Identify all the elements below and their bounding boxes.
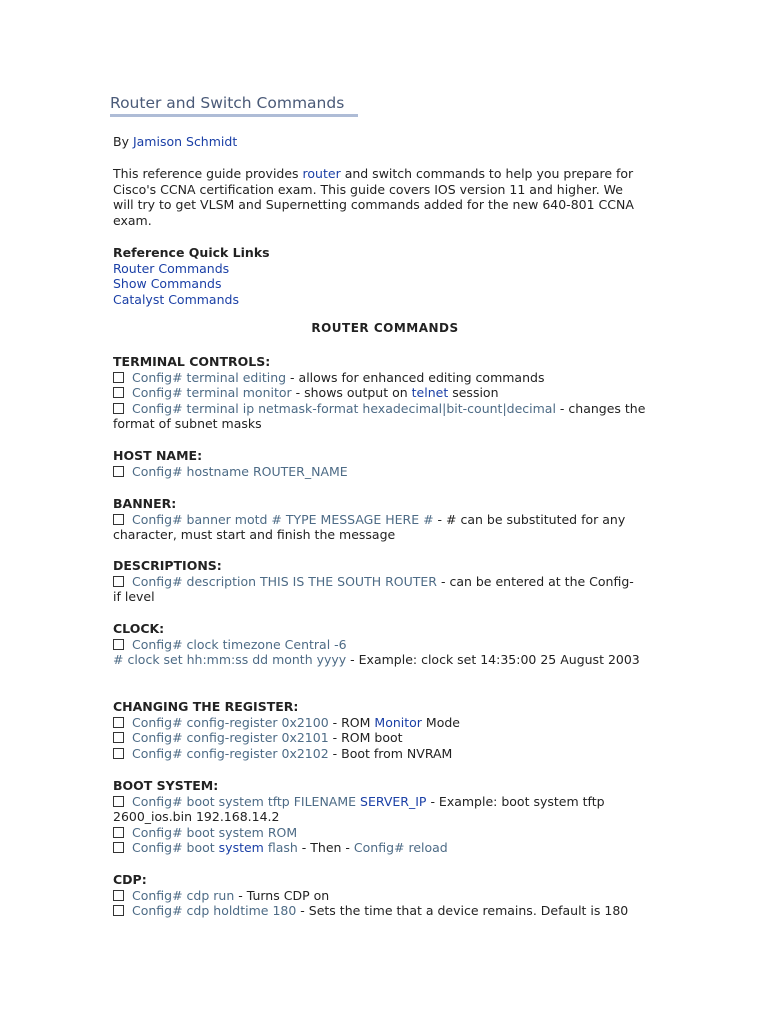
checkbox-icon	[113, 466, 124, 477]
section-heading: HOST NAME:	[113, 448, 203, 463]
quick-links	[113, 245, 661, 307]
section-heading: DESCRIPTIONS:	[113, 558, 222, 573]
checkbox-icon	[113, 639, 124, 650]
section-heading: BANNER:	[113, 496, 177, 511]
checkbox-icon	[113, 905, 124, 916]
checkbox-icon	[113, 890, 124, 901]
server-ip-link[interactable]: SERVER_IP	[360, 793, 427, 809]
router-commands-link[interactable]: Router Commands	[113, 260, 230, 276]
checkbox-icon	[113, 827, 124, 838]
section-heading: BOOT SYSTEM:	[113, 778, 219, 793]
monitor-link[interactable]: Monitor	[374, 714, 422, 730]
quick-links-heading: Reference Quick Links	[113, 245, 270, 260]
intro-paragraph: This reference guide provides router and switch commands to help you prepare for Cisco's CCNA certification exam. This guide covers IOS version 11 and higher. We will try to get VLSM and Supernetting commands added for the new 640-801 CCNA exam.	[113, 166, 634, 228]
router-commands-heading: ROUTER COMMANDS	[311, 321, 459, 335]
telnet-link[interactable]: telnet	[411, 385, 449, 401]
checkbox-icon	[113, 717, 124, 728]
byline: By Jamison Schmidt	[113, 134, 238, 149]
terminal-controls-section: TERMINAL CONTROLS: Config# terminal editing - allows for enhanced editing commands Config# terminal monitor - shows output on telnet session Config# terminal ip netmask-format hexadecimal|bit-count|decimal - changes the format of subnet masks	[113, 354, 661, 432]
page-title: Router and Switch Commands	[110, 94, 345, 112]
clock-section: CLOCK: Config# clock timezone Central -6 # clock set hh:mm:ss dd month yyyy - Example: clock set 14:35:00 25 August 2003	[113, 621, 661, 668]
host-name-section: HOST NAME: Config# hostname ROUTER_NAME	[113, 448, 661, 479]
system-link[interactable]: system	[218, 840, 264, 856]
checkbox-icon	[113, 732, 124, 743]
checkbox-icon	[113, 403, 124, 414]
checkbox-icon	[113, 387, 124, 398]
catalyst-commands-link[interactable]: Catalyst Commands	[113, 291, 239, 307]
checkbox-icon	[113, 842, 124, 853]
cdp-section: CDP: Config# cdp run - Turns CDP on Config# cdp holdtime 180 - Sets the time that a device remains. Default is 180	[113, 872, 661, 919]
boot-system-section: BOOT SYSTEM: Config# boot system tftp FILENAME SERVER_IP - Example: boot system tftp 2600_ios.bin 192.168.14.2 Config# boot system ROM Config# boot system flash - Then - Config# reload	[113, 778, 661, 856]
title-underline	[110, 114, 358, 117]
section-heading: CLOCK:	[113, 621, 165, 636]
router-link[interactable]: router	[302, 166, 341, 181]
author-link[interactable]: Jamison Schmidt	[132, 134, 238, 149]
checkbox-icon	[113, 748, 124, 759]
descriptions-section: DESCRIPTIONS: Config# description THIS IS THE SOUTH ROUTER - can be entered at the Config- if level	[113, 558, 661, 605]
section-heading: CDP:	[113, 872, 147, 887]
show-commands-link[interactable]: Show Commands	[113, 276, 222, 292]
section-heading: CHANGING THE REGISTER:	[113, 699, 299, 714]
checkbox-icon	[113, 372, 124, 383]
checkbox-icon	[113, 796, 124, 807]
checkbox-icon	[113, 576, 124, 587]
banner-section: BANNER: Config# banner motd # TYPE MESSAGE HERE # - # can be substituted for any character, must start and finish the message	[113, 496, 661, 543]
checkbox-icon	[113, 514, 124, 525]
changing-register-section: CHANGING THE REGISTER: Config# config-register 0x2100 - ROM Monitor Mode Config# config-register 0x2101 - ROM boot Config# config-register 0x2102 - Boot from NVRAM	[113, 699, 661, 761]
section-heading: TERMINAL CONTROLS:	[113, 354, 271, 369]
